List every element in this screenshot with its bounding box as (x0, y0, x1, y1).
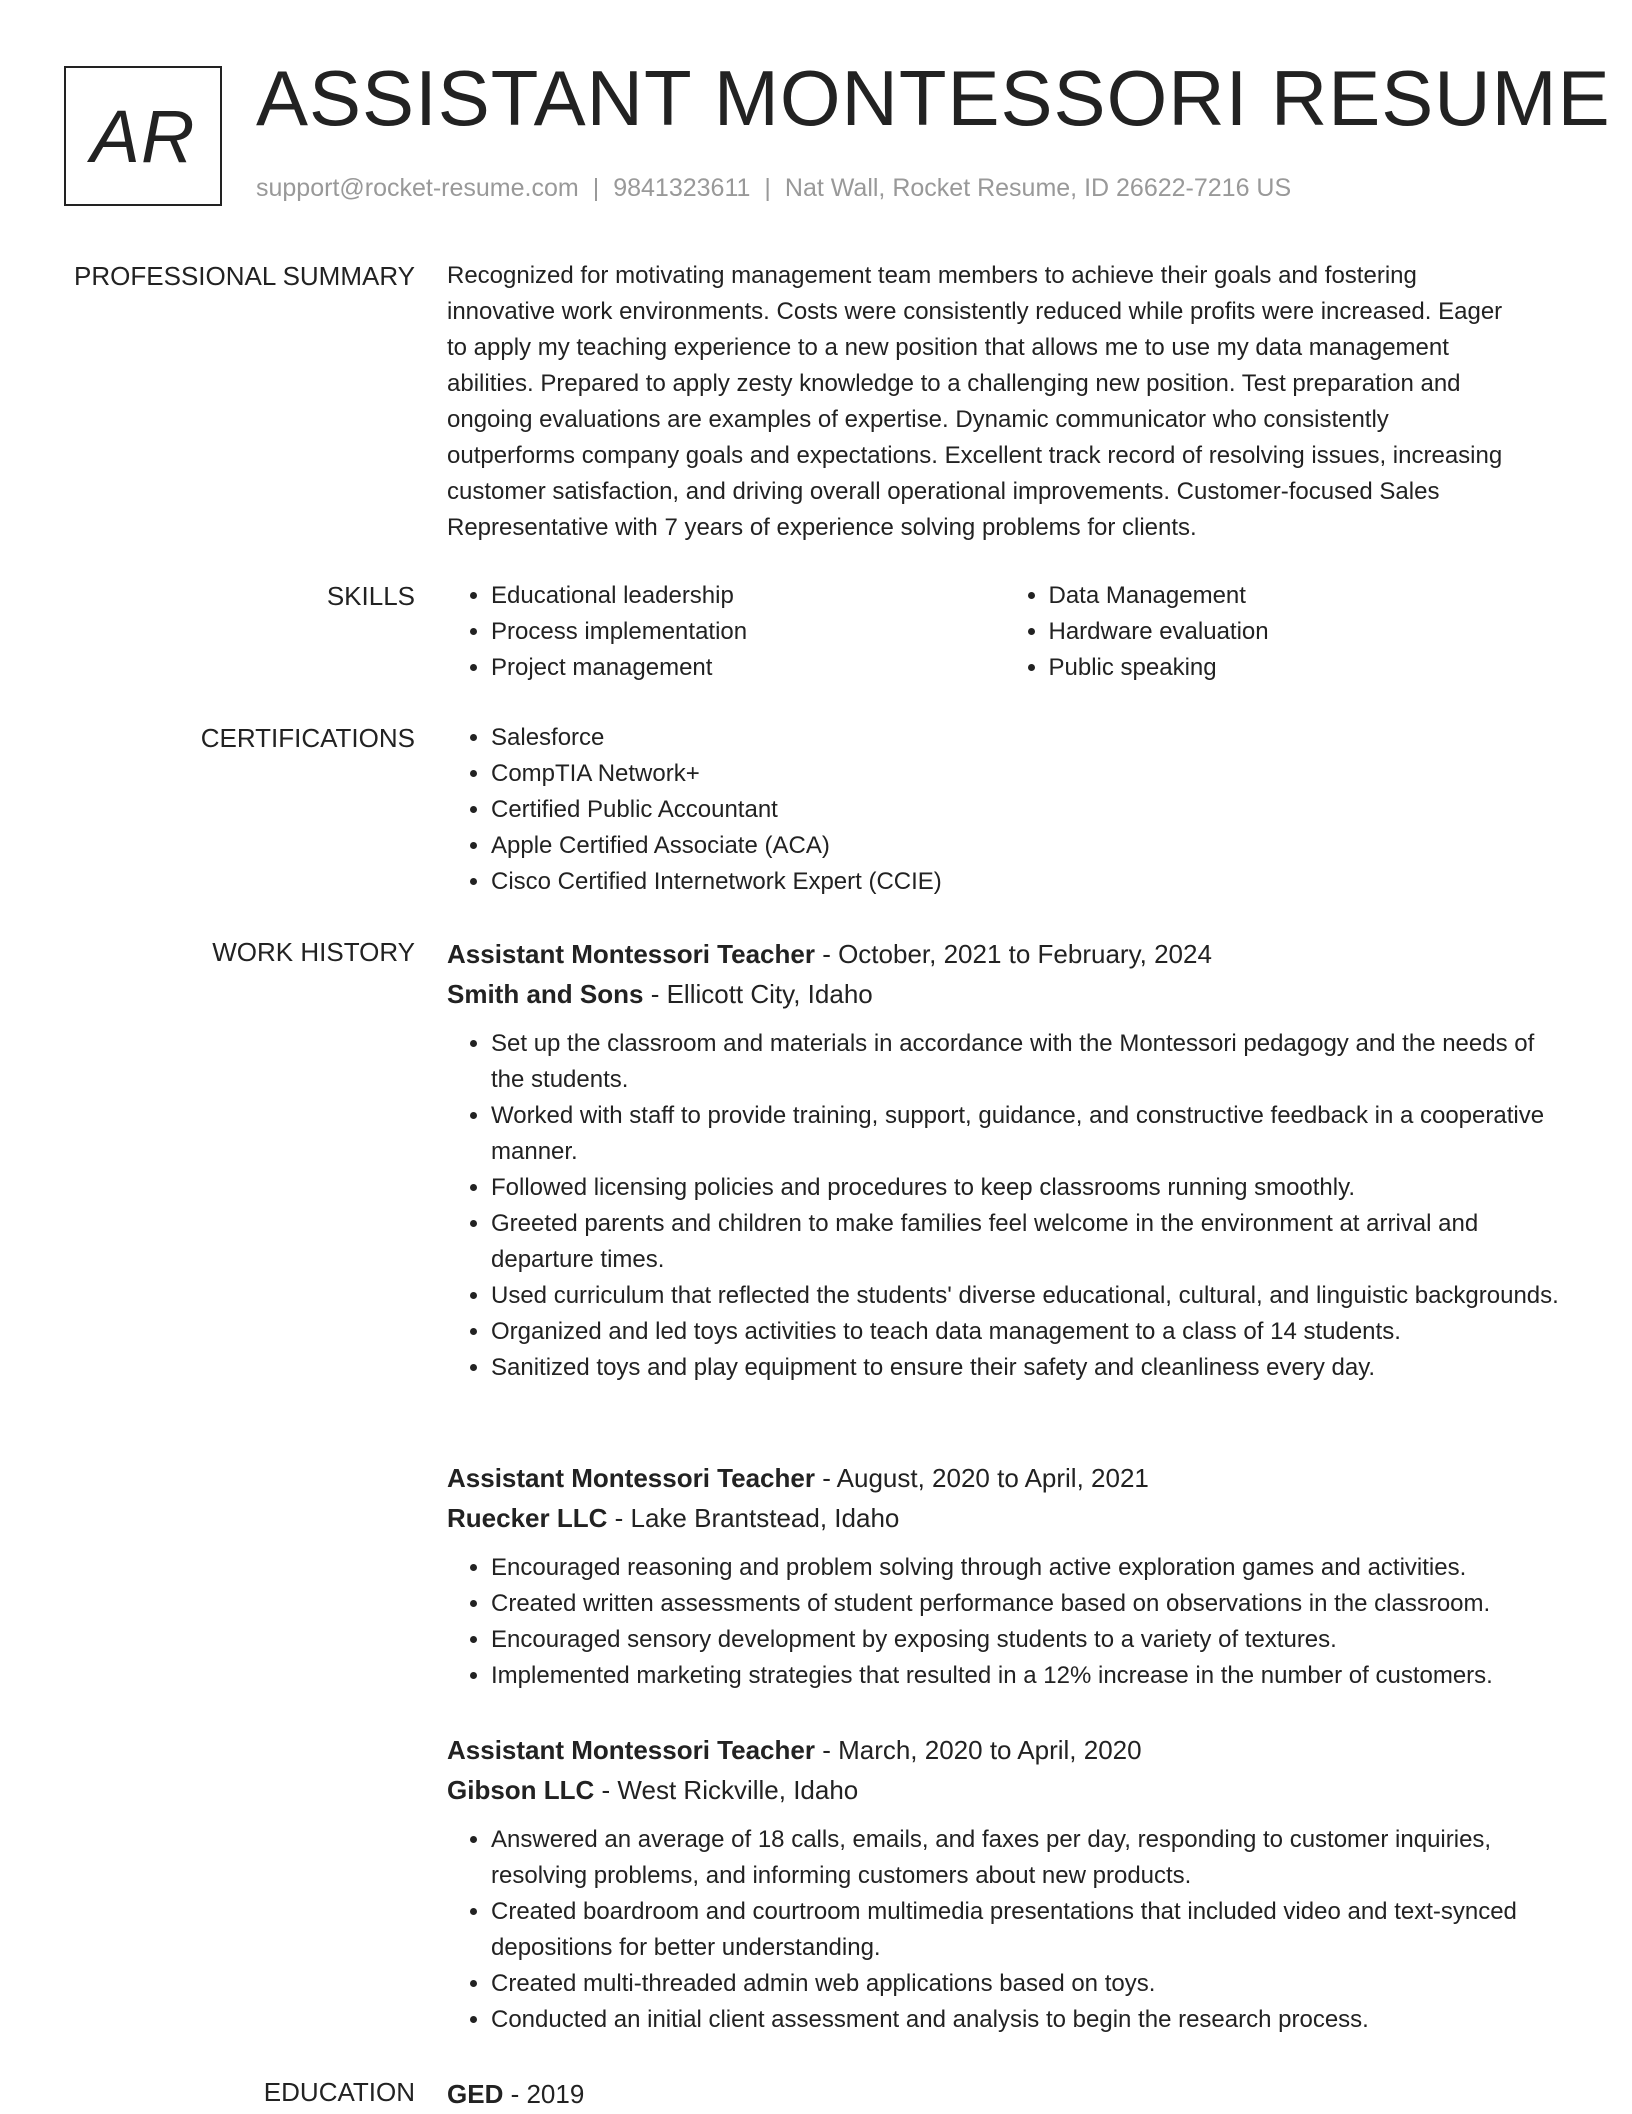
job-dates: - October, 2021 to February, 2024 (814, 939, 1212, 969)
job-bullets (447, 1822, 1562, 2038)
certifications-list (447, 720, 1562, 900)
job-location: - Ellicott City, Idaho (643, 979, 873, 1009)
job-bullet: • Conducted an initial client assessment and analysis to begin the research process. (491, 2002, 1562, 2038)
job-company-line (447, 1770, 1562, 1810)
section-heading-summary: PROFESSIONAL SUMMARY (74, 261, 415, 291)
job-location: - Lake Brantstead, Idaho (607, 1503, 900, 1533)
job-title-line (447, 1730, 1562, 1770)
summary-body (447, 258, 1562, 546)
job-bullet: • Created boardroom and courtroom multimedia presentations that included video and text-synced depositions for better understanding. (491, 1894, 1562, 1966)
education-line (447, 2074, 1562, 2114)
skill-item: • Process implementation (491, 614, 1005, 650)
job-bullet: • Used curriculum that reflected the students' diverse educational, cultural, and linguistic backgrounds. (491, 1278, 1562, 1314)
skill-item: • Hardware evaluation (1049, 614, 1563, 650)
job-bullet: • Sanitized toys and play equipment to ensure their safety and cleanliness every day. (491, 1350, 1562, 1386)
section-heading-skills: SKILLS (326, 581, 415, 611)
skill-item: • Public speaking (1049, 650, 1563, 686)
skill-item: • Educational leadership (491, 578, 1005, 614)
job-entry (447, 1458, 1562, 1694)
job-bullet: • Answered an average of 18 calls, emails, and faxes per day, responding to customer inquiries, resolving problems, and informing customers about new products. (491, 1822, 1562, 1894)
job-bullet: • Organized and led toys activities to teach data management to a class of 14 students. (491, 1314, 1562, 1350)
contact-separator: | (764, 174, 771, 202)
job-bullet: • Encouraged sensory development by exposing students to a variety of textures. (491, 1622, 1562, 1658)
job-company: Gibson LLC (447, 1775, 595, 1805)
job-location: - West Rickville, Idaho (594, 1775, 859, 1805)
summary-line: to apply my teaching experience to a new position that allows me to use my data management (447, 334, 1449, 361)
certification-item: • CompTIA Network+ (491, 756, 1562, 792)
contact-separator: | (592, 174, 600, 202)
job-bullet: • Followed licensing policies and procedures to keep classrooms running smoothly. (491, 1170, 1562, 1206)
job-title: Assistant Montessori Teacher (447, 939, 815, 969)
education-body (447, 2074, 1562, 2114)
job-company: Smith and Sons (447, 979, 644, 1009)
job-bullet: • Created multi-threaded admin web applications based on toys. (491, 1966, 1562, 2002)
summary-line: outperforms company goals and expectations. Excellent track record of resolving issues, increasing (447, 442, 1503, 469)
certification-item: • Certified Public Accountant (491, 792, 1562, 828)
contact-line (256, 174, 1291, 203)
summary-line: innovative work environments. Costs were consistently reduced while profits were increased. Eager (447, 298, 1503, 325)
skill-item: • Data Management (1049, 578, 1563, 614)
section-heading-certifications: CERTIFICATIONS (200, 723, 415, 753)
job-entry (447, 1730, 1562, 2038)
job-title-line (447, 934, 1562, 974)
skills-list-left (447, 578, 1005, 686)
certification-item: • Cisco Certified Internetwork Expert (CCIE) (491, 864, 1562, 900)
certification-item: • Salesforce (491, 720, 1562, 756)
job-bullet: • Worked with staff to provide training, support, guidance, and constructive feedback in a cooperative manner. (491, 1098, 1562, 1170)
job-company-line (447, 974, 1562, 1014)
certification-item: • Apple Certified Associate (ACA) (491, 828, 1562, 864)
skills-columns (447, 578, 1562, 686)
job-title: Assistant Montessori Teacher (447, 1463, 815, 1493)
certifications-body (447, 720, 1562, 900)
job-bullet: • Set up the classroom and materials in accordance with the Montessori pedagogy and the needs of the students. (491, 1026, 1562, 1098)
resume-title: ASSISTANT MONTESSORI RESUME (256, 54, 1611, 142)
summary-line: Recognized for motivating management team members to achieve their goals and fostering (447, 262, 1417, 289)
section-heading-education: EDUCATION (263, 2077, 415, 2107)
job-dates: - August, 2020 to April, 2021 (814, 1463, 1149, 1493)
job-bullets (447, 1026, 1562, 1386)
summary-line: Representative with 7 years of experience solving problems for clients. (447, 514, 1197, 541)
job-bullet: • Implemented marketing strategies that resulted in a 12% increase in the number of customers. (491, 1658, 1562, 1694)
contact-phone[interactable]: 9841323611 (613, 174, 751, 202)
monogram-box (64, 66, 222, 206)
summary-line: abilities. Prepared to apply zesty knowledge to a challenging new position. Test preparation and (447, 370, 1461, 397)
section-heading-work-history: WORK HISTORY (212, 937, 415, 967)
job-bullets (447, 1550, 1562, 1694)
job-dates: - March, 2020 to April, 2020 (814, 1735, 1142, 1765)
contact-email[interactable]: support@rocket-resume.com (256, 174, 579, 202)
monogram-initials: AR (90, 94, 196, 178)
job-company-line (447, 1498, 1562, 1538)
summary-line: ongoing evaluations are examples of expertise. Dynamic communicator who consistently (447, 406, 1389, 433)
job-entry (447, 934, 1562, 1386)
job-bullet: • Greeted parents and children to make families feel welcome in the environment at arrival and departure times. (491, 1206, 1562, 1278)
contact-address: Nat Wall, Rocket Resume, ID 26622-7216 US (784, 174, 1292, 202)
skill-item: • Project management (491, 650, 1005, 686)
education-degree: GED (447, 2079, 504, 2109)
skills-list-right (1005, 578, 1563, 686)
job-company: Ruecker LLC (447, 1503, 608, 1533)
job-bullet: • Encouraged reasoning and problem solving through active exploration games and activities. (491, 1550, 1562, 1586)
summary-line: customer satisfaction, and driving overall operational improvements. Customer-focused Sales (447, 478, 1440, 505)
job-title: Assistant Montessori Teacher (447, 1735, 815, 1765)
education-year: - 2019 (503, 2079, 585, 2109)
job-title-line (447, 1458, 1562, 1498)
job-bullet: • Created written assessments of student performance based on observations in the classroom. (491, 1586, 1562, 1622)
